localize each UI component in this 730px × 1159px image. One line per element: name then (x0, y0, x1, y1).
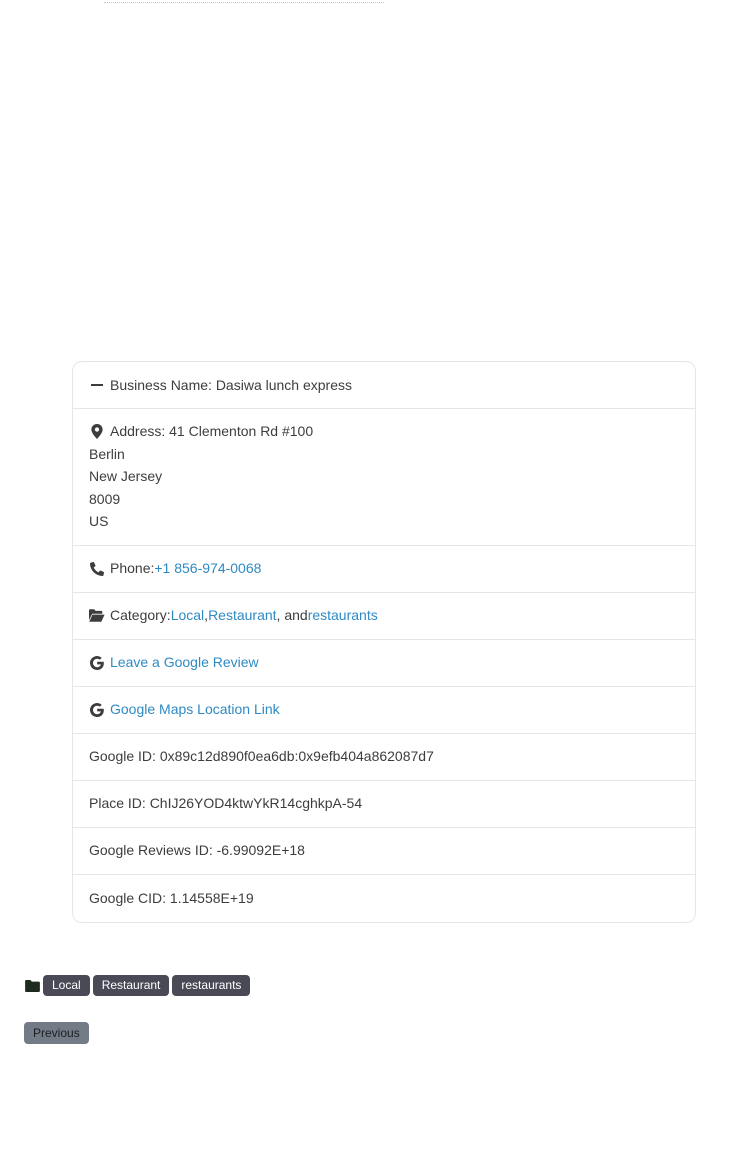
business-name: Business Name: Dasiwa lunch express (110, 376, 352, 393)
google-cid-row (73, 875, 695, 922)
address-state: New Jersey (89, 468, 163, 484)
google-reviews-id: Google Reviews ID: -6.99092E+18 (89, 842, 305, 859)
address-zip: 8009 (89, 490, 121, 507)
category-link-restaurants[interactable]: restaurants (307, 607, 378, 624)
google-review-row (73, 640, 695, 687)
address-country: US (89, 513, 109, 529)
google-icon (89, 702, 105, 718)
category-link-local[interactable]: Local (170, 607, 205, 624)
category-separator: , and (276, 607, 308, 624)
map-marker-icon (89, 423, 105, 439)
address-city: Berlin (89, 445, 125, 462)
place-id: Place ID: ChIJ26YOD4ktwYkR14cghkpA-54 (89, 795, 363, 812)
phone-row (73, 546, 695, 593)
place-id-row (73, 781, 695, 828)
category-label: Category: (110, 607, 171, 624)
tag-restaurant[interactable]: Restaurant (93, 975, 170, 996)
category-row (73, 593, 695, 640)
leave-google-review-link[interactable]: Leave a Google Review (110, 654, 259, 671)
tag-local[interactable]: Local (43, 975, 90, 996)
business-name-row[interactable] (73, 362, 695, 409)
business-info-card (72, 361, 696, 923)
phone-icon (89, 561, 105, 577)
phone-link[interactable]: +1 856-974-0068 (154, 560, 262, 577)
google-reviews-id-row (73, 828, 695, 875)
address-row (73, 409, 695, 546)
google-maps-location-link[interactable]: Google Maps Location Link (110, 701, 280, 718)
cropped-header-remnant (104, 0, 384, 3)
folder-icon (24, 978, 40, 994)
address-street: Address: 41 Clementon Rd #100 (110, 423, 314, 439)
tag-restaurants[interactable]: restaurants (172, 975, 250, 996)
post-tags (24, 975, 253, 996)
previous-button[interactable]: Previous (24, 1022, 89, 1044)
category-separator: , (204, 607, 209, 624)
category-link-restaurant[interactable]: Restaurant (208, 607, 277, 624)
google-icon (89, 655, 105, 671)
google-id: Google ID: 0x89c12d890f0ea6db:0x9efb404a862087d7 (89, 748, 434, 765)
minus-icon[interactable] (89, 377, 105, 393)
google-id-row (73, 734, 695, 781)
folder-open-icon (89, 608, 105, 624)
google-cid: Google CID: 1.14558E+19 (89, 889, 254, 906)
phone-label: Phone: (110, 560, 155, 577)
google-maps-row (73, 687, 695, 734)
